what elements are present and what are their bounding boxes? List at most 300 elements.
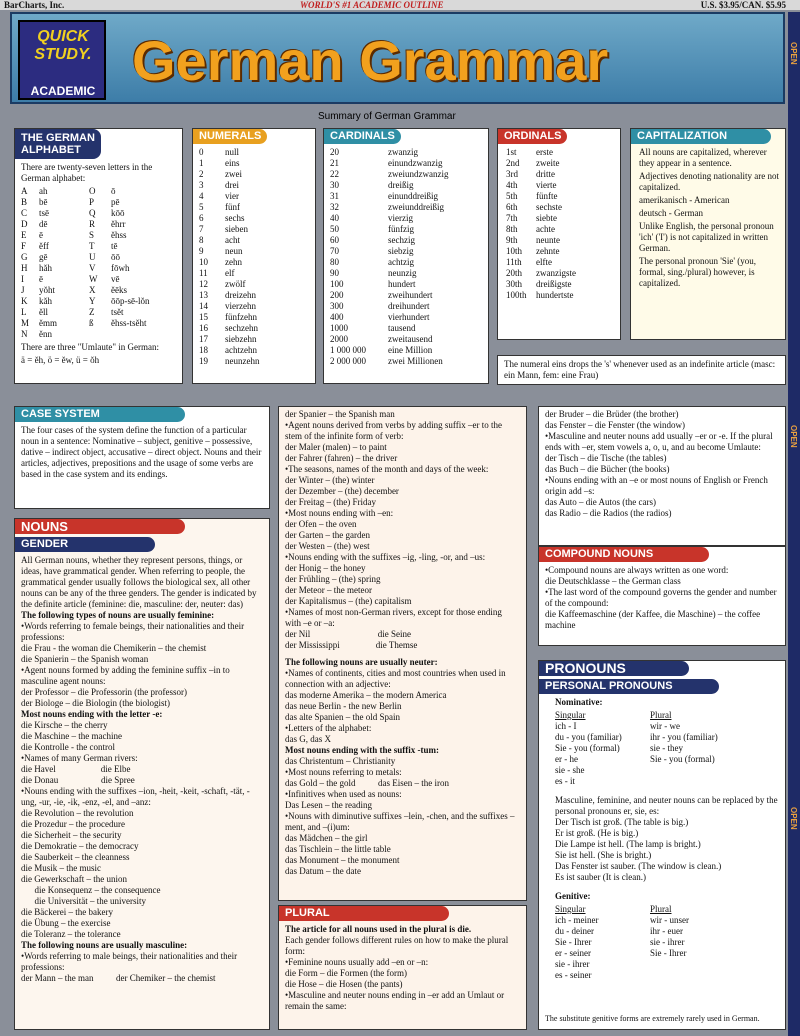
umlaut-intro: There are three "Umlaute" in German: <box>21 342 160 352</box>
noun-line: der Mann – the man der Chemiker – the chemist <box>21 973 216 983</box>
alphabet-cell: ĕff <box>39 241 49 251</box>
umlaut-values: ä = ĕh, ö = ĕw, ü = ŏh <box>21 355 100 365</box>
cardinal-row-value: zweiunddreißig <box>388 202 444 212</box>
noun-line: der Professor – die Professorin (the professor) <box>21 687 187 697</box>
pronoun-line: Die Lampe ist hell. (The lamp is bright.) <box>555 839 701 849</box>
noun-line: The following types of nouns are usually feminine: <box>21 610 215 620</box>
plural-line: The article for all nouns used in the plural is die. <box>285 924 472 934</box>
numeral-row-key: 7 <box>199 224 204 234</box>
cardinal-row-value: vierhundert <box>388 312 430 322</box>
ordinal-row-value: zweite <box>536 158 560 168</box>
right-text <box>539 407 785 521</box>
ordinal-row-key: 3rd <box>506 169 518 179</box>
alphabet-panel <box>14 128 183 384</box>
alphabet-cell: ĕmm <box>39 318 57 328</box>
cardinal-row <box>330 301 488 312</box>
plural-heading: PLURAL <box>279 906 449 921</box>
right-line: das Fenster – die Fenster (the window) <box>545 420 685 430</box>
numeral-row-value: sieben <box>225 224 248 234</box>
numeral-row-key: 5 <box>199 202 204 212</box>
ordinal-row-value: erste <box>536 147 553 157</box>
alphabet-cell: S <box>89 230 95 240</box>
alphabet-cell: dē <box>39 219 48 229</box>
genitive-row-key: sie - ihrer <box>555 959 590 969</box>
alphabet-cell: ĕhss <box>111 230 127 240</box>
pronoun-line: Der Tisch ist groß. (The table is big.) <box>555 817 689 827</box>
cardinal-row-key: 60 <box>330 235 339 245</box>
middle-line: das Datum – the date <box>285 866 361 876</box>
cardinal-row <box>330 235 488 246</box>
cardinal-row-key: 50 <box>330 224 339 234</box>
cardinal-row <box>330 213 488 224</box>
cardinal-row <box>330 312 488 323</box>
ordinal-row-key: 100th <box>506 290 527 300</box>
cardinal-row <box>330 147 488 158</box>
middle-line: das Tischlein – the little table <box>285 844 391 854</box>
nominative-row <box>555 721 779 732</box>
alphabet-cell: vē <box>111 274 120 284</box>
alphabet-cell: ē <box>39 274 43 284</box>
cap-p1: All nouns are capitalized, wherever they appear in a sentence. <box>639 147 767 168</box>
ordinal-row-key: 2nd <box>506 158 520 168</box>
middle-column <box>278 406 527 901</box>
nouns-heading: NOUNS <box>15 519 185 534</box>
noun-line: die Havel die Elbe <box>21 764 131 774</box>
numeral-row-value: fünfzehn <box>225 312 257 322</box>
nominative-row <box>555 732 779 743</box>
alphabet-cell: tē <box>111 241 118 251</box>
cardinal-row <box>330 169 488 180</box>
nominative-row <box>555 776 779 787</box>
alphabet-cell: R <box>89 219 96 229</box>
right-line: •Nouns ending with an –e or most nouns of English or French origin add –s: <box>545 475 771 496</box>
cap-p5: The personal pronoun 'Sie' (you, formal, sing./plural) however, is capitalized. <box>639 256 756 288</box>
pronoun-line: Sie ist hell. (She is bright.) <box>555 850 652 860</box>
alphabet-row <box>21 208 178 219</box>
middle-line: der Maler (malen) – to paint <box>285 442 387 452</box>
compound-line: •Compound nouns are always written as one word: <box>545 565 729 575</box>
genitive-row <box>555 948 779 959</box>
right-line: der Bruder – die Brüder (the brother) <box>545 409 679 419</box>
cardinal-row-value: einundzwanzig <box>388 158 443 168</box>
plural-line: Each gender follows different rules on how to make the plural form: <box>285 935 511 956</box>
numeral-row-key: 16 <box>199 323 208 333</box>
genitive-row-key: du - deiner <box>555 926 594 936</box>
pronoun-line: Er ist groß. (He is big.) <box>555 828 639 838</box>
cardinal-row-value: fünfzig <box>388 224 414 234</box>
genitive-row-key: es - seiner <box>555 970 592 980</box>
cardinal-row-key: 40 <box>330 213 339 223</box>
personal-pronouns-heading: PERSONAL PRONOUNS <box>539 679 719 694</box>
noun-line: •Nouns ending with the suffixes –ion, -heit, -keit, -schaft, -tät, -ung, -ur, -ie, -ik, -enz, -el, and –anz: <box>21 786 250 807</box>
ordinal-row-key: 30th <box>506 279 523 289</box>
alphabet-cell: D <box>21 219 28 229</box>
cardinal-row <box>330 334 488 345</box>
alphabet-cell: tsē <box>39 208 49 218</box>
alphabet-cell: L <box>21 307 27 317</box>
numeral-row-value: siebzehn <box>225 334 257 344</box>
numeral-row <box>199 301 315 312</box>
middle-line: das moderne Amerika – the modern America <box>285 690 447 700</box>
ordinal-row-value: dreißigste <box>536 279 572 289</box>
middle-line: der Nil die Seine <box>285 629 411 639</box>
alphabet-row <box>21 241 178 252</box>
alphabet-cell: ah <box>39 186 48 196</box>
alphabet-cell: B <box>21 197 28 207</box>
cardinals-list <box>324 147 488 367</box>
cardinal-row <box>330 158 488 169</box>
alphabet-cell: ō <box>111 186 116 196</box>
noun-line: die Donau die Spree <box>21 775 135 785</box>
numerals-heading: NUMERALS <box>193 129 267 144</box>
alphabet-row <box>21 274 178 285</box>
middle-line: der Spanier – the Spanish man <box>285 409 395 419</box>
ordinal-row <box>506 235 620 246</box>
cardinal-row-key: 200 <box>330 290 344 300</box>
middle-line: der Mississippi die Themse <box>285 640 418 650</box>
numeral-row-key: 3 <box>199 180 204 190</box>
cardinal-row <box>330 323 488 334</box>
alphabet-row <box>21 318 178 329</box>
middle-line: der Dezember – (the) december <box>285 486 399 496</box>
middle-line: der Winter – (the) winter <box>285 475 375 485</box>
cardinal-row <box>330 356 488 367</box>
numeral-row-key: 0 <box>199 147 204 157</box>
middle-line: •Nouns ending with the suffixes –ig, -ling, -or, and –us: <box>285 552 486 562</box>
cardinal-row <box>330 202 488 213</box>
nominative-row-key: du - you (familiar) <box>555 732 622 742</box>
cardinals-panel <box>323 128 489 384</box>
ordinal-row-key: 1st <box>506 147 517 157</box>
genitive-row <box>555 915 779 926</box>
ordinal-row-value: elfte <box>536 257 552 267</box>
noun-line: die Demokratie – the democracy <box>21 841 139 851</box>
genitive-row <box>555 937 779 948</box>
noun-line: die Gewerkschaft – the union <box>21 874 127 884</box>
alphabet-cell: kăh <box>39 296 52 306</box>
cardinal-row-value: dreißig <box>388 180 414 190</box>
cardinal-row-key: 300 <box>330 301 344 311</box>
case-system-panel <box>14 406 270 509</box>
cardinal-row-value: siebzig <box>388 246 414 256</box>
nominative-row <box>555 743 779 754</box>
middle-line: der Ofen – the oven <box>285 519 357 529</box>
ordinal-row-key: 8th <box>506 224 518 234</box>
numeral-row <box>199 169 315 180</box>
ordinal-row-value: vierte <box>536 180 557 190</box>
alphabet-cell: H <box>21 263 28 273</box>
middle-line: der Meteor – the meteor <box>285 585 372 595</box>
cardinal-row-value: einunddreißig <box>388 191 438 201</box>
nominative-row-key: sie - she <box>555 765 585 775</box>
middle-line: •Agent nouns derived from verbs by adding suffix –er to the stem of the infinite form of verb: <box>285 420 505 441</box>
cardinal-row-key: 21 <box>330 158 339 168</box>
numeral-row <box>199 158 315 169</box>
numeral-row <box>199 191 315 202</box>
middle-line: •Letters of the alphabet: <box>285 723 372 733</box>
cardinal-row-key: 70 <box>330 246 339 256</box>
cardinal-row-value: zweitausend <box>388 334 433 344</box>
middle-line: Most nouns ending with the suffix -tum: <box>285 745 440 755</box>
middle-line: der Honig – the honey <box>285 563 366 573</box>
genitive-row <box>555 926 779 937</box>
plural-continued <box>538 406 786 546</box>
cardinal-row-key: 80 <box>330 257 339 267</box>
plural-panel <box>278 905 527 1030</box>
alphabet-cell: Q <box>89 208 96 218</box>
genitive-label: Genitive: <box>555 891 591 901</box>
nominative-row-key: er - he <box>555 754 578 764</box>
middle-line: The following nouns are usually neuter: <box>285 657 438 667</box>
ordinal-row <box>506 213 620 224</box>
cardinal-row-value: vierzig <box>388 213 413 223</box>
numeral-row <box>199 290 315 301</box>
alphabet-table <box>21 186 178 340</box>
alphabet-title-2: ALPHABET <box>21 144 81 156</box>
cardinal-row-value: neunzig <box>388 268 417 278</box>
noun-line: die Sicherheit – the security <box>21 830 122 840</box>
logo-study: STUDY. <box>34 46 92 63</box>
noun-line: All German nouns, whether they represent persons, things, or ideas, have grammatical gender. When referring to people, the grammatical gender usually follows the biological sex, all other nouns can be any of the three genders. The gender is indicated by the definite article (feminine: die, masculine: der, neuter: das) <box>21 555 259 609</box>
numeral-row-key: 15 <box>199 312 208 322</box>
ordinal-row <box>506 290 620 301</box>
alphabet-row <box>21 230 178 241</box>
middle-line: •Infinitives when used as nouns: <box>285 789 402 799</box>
alphabet-cell: Z <box>89 307 95 317</box>
noun-line: •Names of many German rivers: <box>21 753 138 763</box>
numeral-row-key: 6 <box>199 213 204 223</box>
numeral-row-key: 9 <box>199 246 204 256</box>
price: U.S. $3.95/CAN. $5.95 <box>700 0 786 10</box>
middle-line: das Christentum – Christianity <box>285 756 396 766</box>
pronouns-panel <box>538 660 786 1030</box>
plural-header: Plural <box>650 710 672 720</box>
numeral-row <box>199 235 315 246</box>
nominative-row-key: Sie - you (formal) <box>555 743 620 753</box>
cardinal-row-key: 2 000 000 <box>330 356 366 366</box>
numeral-row-value: elf <box>225 268 235 278</box>
nominative-row-value: wir - we <box>650 721 680 731</box>
numeral-row <box>199 246 315 257</box>
quickstudy-logo <box>18 20 106 100</box>
gen-singular-header: Singular <box>555 904 586 914</box>
pronouns-footnote: The substitute genitive forms are extremely rarely used in German. <box>545 1014 760 1023</box>
alphabet-cell: G <box>21 252 28 262</box>
numeral-row-value: sechzehn <box>225 323 258 333</box>
logo-academic: ACADEMIC <box>30 84 96 98</box>
genitive-row-key: ich - meiner <box>555 915 599 925</box>
ordinal-row-key: 7th <box>506 213 518 223</box>
cardinal-row-key: 90 <box>330 268 339 278</box>
numeral-row <box>199 224 315 235</box>
noun-line: die Frau - the woman die Chemikerin – the chemist <box>21 643 207 653</box>
alphabet-cell: ĕnn <box>39 329 52 339</box>
numeral-row-value: acht <box>225 235 240 245</box>
ordinals-list <box>498 147 620 301</box>
compound-panel <box>538 546 786 646</box>
cardinal-row <box>330 257 488 268</box>
ordinal-row-value: sechste <box>536 202 562 212</box>
middle-line: das Mädchen – the girl <box>285 833 368 843</box>
nouns-panel <box>14 518 270 1030</box>
cardinal-row-value: zweihundert <box>388 290 433 300</box>
compound-line: die Deutschklasse – the German class <box>545 576 681 586</box>
capitalization-panel <box>630 128 786 340</box>
side-open-1: OPEN <box>789 42 798 65</box>
ordinal-row-value: hundertste <box>536 290 574 300</box>
side-open-2: OPEN <box>789 424 798 448</box>
ordinal-row-value: zehnte <box>536 246 560 256</box>
noun-line: die Maschine – the machine <box>21 731 122 741</box>
cardinal-row-value: zwanzig <box>388 147 418 157</box>
alphabet-cell: O <box>89 186 96 196</box>
alphabet-cell: ĕhrr <box>111 219 126 229</box>
alphabet-cell: K <box>21 296 28 306</box>
numeral-row <box>199 345 315 356</box>
cardinal-row-value: zwei Millionen <box>388 356 443 366</box>
genitive-row-value: Sie - Ihrer <box>650 948 687 958</box>
numeral-row <box>199 312 315 323</box>
genitive-row <box>555 959 779 970</box>
noun-line: Most nouns ending with the letter -e: <box>21 709 163 719</box>
ordinal-row <box>506 191 620 202</box>
middle-line: der Frühling – (the) spring <box>285 574 381 584</box>
numeral-row-value: zwölf <box>225 279 246 289</box>
noun-line: die Konsequenz – the consequence <box>21 885 161 895</box>
alphabet-row <box>21 197 178 208</box>
middle-line: •Most nouns referring to metals: <box>285 767 402 777</box>
right-line: •Masculine and neuter nouns add usually –er or -e. If the plural ends with –er, stem vowels a, o, u, and au become Umlaute: <box>545 431 775 452</box>
numeral-row-key: 13 <box>199 290 208 300</box>
noun-line: die Toleranz – the tolerance <box>21 929 121 939</box>
compound-text <box>539 565 785 631</box>
alphabet-row <box>21 252 178 263</box>
middle-text <box>279 407 526 879</box>
middle-line: der Kapitalismus – (the) capitalism <box>285 596 412 606</box>
ordinal-row <box>506 158 620 169</box>
cardinal-row <box>330 224 488 235</box>
alphabet-title-1: THE GERMAN <box>21 132 95 144</box>
alphabet-cell: ōō <box>111 252 120 262</box>
middle-line: •The seasons, names of the month and days of the week: <box>285 464 489 474</box>
numerals-panel <box>192 128 316 384</box>
alphabet-cell: W <box>89 274 98 284</box>
alphabet-heading <box>15 129 101 159</box>
logo-quick: QUICK <box>37 28 89 45</box>
cardinal-row <box>330 268 488 279</box>
alphabet-cell: ĕll <box>39 307 48 317</box>
noun-line: •Words referring to female beings, their nationalities and their professions: <box>21 621 247 642</box>
nominative-row-value: ihr - you (familiar) <box>650 732 718 742</box>
cardinal-row-key: 31 <box>330 191 339 201</box>
page-title: German Grammar <box>132 29 609 92</box>
cardinal-row-key: 32 <box>330 202 339 212</box>
nominative-row <box>555 754 779 765</box>
alphabet-row <box>21 296 178 307</box>
numeral-row-key: 19 <box>199 356 208 366</box>
alphabet-cell: F <box>21 241 27 251</box>
top-bar <box>0 0 800 10</box>
ordinal-row-value: siebte <box>536 213 557 223</box>
ordinal-row-value: fünfte <box>536 191 558 201</box>
alphabet-cell: ōōp-sē-lŏn <box>111 296 150 306</box>
cardinals-heading: CARDINALS <box>324 129 401 144</box>
ordinal-row <box>506 268 620 279</box>
alphabet-row <box>21 219 178 230</box>
genitive-row-key: er - seiner <box>555 948 591 958</box>
alphabet-cell: fōwh <box>111 263 130 273</box>
genitive-row-key: Sie - Ihrer <box>555 937 592 947</box>
pronoun-line: Es ist sauber (It is clean.) <box>555 872 646 882</box>
noun-line: die Universität – the university <box>21 896 146 906</box>
plural-line: •Masculine and neuter nouns ending in –er add an Umlaut or remain the same: <box>285 990 507 1011</box>
cardinal-row-value: tausend <box>388 323 416 333</box>
gender-heading: GENDER <box>15 537 155 552</box>
middle-line: der Garten – the garden <box>285 530 370 540</box>
nominative-row-key: es - it <box>555 776 575 786</box>
ordinal-row-value: achte <box>536 224 555 234</box>
compound-line: die Kaffeemaschine (der Kaffee, die Maschine) – the coffee machine <box>545 609 763 630</box>
middle-line: das Gold – the gold das Eisen – the iron <box>285 778 449 788</box>
summary-label: Summary of German Grammar <box>318 111 456 122</box>
cardinal-row <box>330 279 488 290</box>
noun-line: die Übung – the exercise <box>21 918 111 928</box>
genitive-row-value: ihr - euer <box>650 926 683 936</box>
middle-line: •Names of most non-German rivers, except for those ending with –e or –a: <box>285 607 505 628</box>
cap-p2: Adjectives denoting nationality are not capitalized. <box>639 171 779 192</box>
noun-line: die Sauberkeit – the cleanness <box>21 852 130 862</box>
alphabet-row <box>21 285 178 296</box>
alphabet-cell: E <box>21 230 27 240</box>
middle-line: der Freitag – (the) Friday <box>285 497 376 507</box>
middle-line: das G, das X <box>285 734 331 744</box>
cardinal-row-key: 30 <box>330 180 339 190</box>
noun-line: die Revolution – the revolution <box>21 808 134 818</box>
nominative-label: Nominative: <box>555 697 603 707</box>
ordinal-row-value: zwanzigste <box>536 268 576 278</box>
numeral-row-value: vierzehn <box>225 301 256 311</box>
numeral-row <box>199 257 315 268</box>
case-text: The four cases of the system define the function of a particular noun in a sentence: Nominative – subject, genitive – possessive, dative – indirect object, accusative – direct object. Nouns and their articles, adjectives, prepositions and the usage of some verbs are based in the case system and its endings. <box>21 425 262 479</box>
alphabet-cell: yŏht <box>39 285 56 295</box>
ordinal-row-key: 20th <box>506 268 523 278</box>
middle-line: der Fahrer (fahren) – the driver <box>285 453 398 463</box>
ordinal-row <box>506 257 620 268</box>
alphabet-row <box>21 263 178 274</box>
cardinal-row <box>330 180 488 191</box>
noun-line: die Musik – the music <box>21 863 101 873</box>
numeral-row-value: fünf <box>225 202 240 212</box>
cardinal-row-value: dreihundert <box>388 301 430 311</box>
numeral-row-key: 8 <box>199 235 204 245</box>
alphabet-cell: J <box>21 285 25 295</box>
middle-line: Das Lesen – the reading <box>285 800 372 810</box>
cardinal-row-value: hundert <box>388 279 416 289</box>
numeral-row-key: 1 <box>199 158 204 168</box>
tagline: WORLD'S #1 ACADEMIC OUTLINE <box>300 0 444 10</box>
alphabet-row <box>21 329 178 340</box>
numeral-row <box>199 180 315 191</box>
alphabet-cell: ĕhss-tsĕht <box>111 318 147 328</box>
genitive-row-value: sie - ihrer <box>650 937 685 947</box>
alphabet-cell: C <box>21 208 28 218</box>
middle-line: der Westen – (the) west <box>285 541 370 551</box>
ordinal-row <box>506 224 620 235</box>
alphabet-cell: U <box>89 252 96 262</box>
right-line: das Buch – die Bücher (the books) <box>545 464 670 474</box>
ordinal-row-value: neunte <box>536 235 560 245</box>
numeral-row-value: achtzehn <box>225 345 257 355</box>
